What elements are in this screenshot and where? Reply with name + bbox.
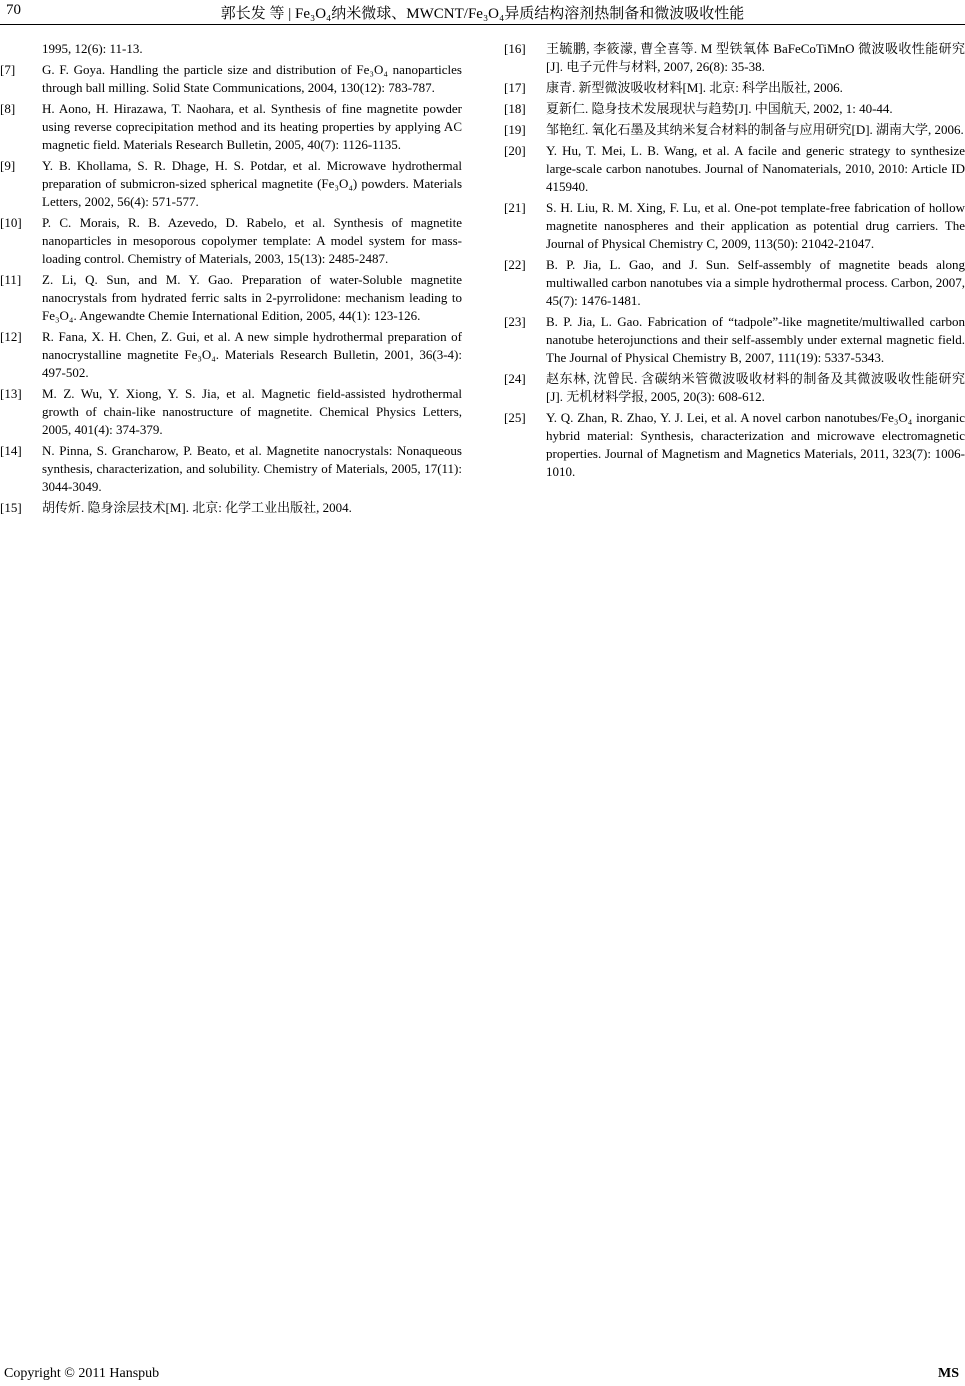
reference-item bbox=[0, 100, 462, 154]
right-column bbox=[504, 40, 965, 484]
footer-journal: MS bbox=[938, 1366, 959, 1381]
reference-text: B. P. Jia, L. Gao, and J. Sun. Self-assembly of magnetite beads along multiwalled carbon nanotubes via a simple hydrothermal process. Carbon, 2007, 45(7): 1476-1481. bbox=[546, 257, 965, 308]
reference-text: B. P. Jia, L. Gao. Fabrication of “tadpole”-like magnetite/multiwalled carbon nanotube heterojunctions and their self-assembly under external magnetic field. The Journal of Physical Chemistry B, 2007, 111(19): 5337-5343. bbox=[546, 314, 965, 365]
reference-number: [15] bbox=[0, 500, 22, 515]
reference-number: [19] bbox=[504, 122, 526, 137]
reference-item bbox=[504, 100, 965, 118]
reference-text: R. Fana, X. H. Chen, Z. Gui, et al. A new simple hydrothermal preparation of nanocrystalline magnetite Fe₃O₄. Materials Research Bulletin, 2001, 36(3-4): 497-502. bbox=[42, 329, 462, 380]
reference-item bbox=[0, 385, 462, 439]
reference-text: Y. B. Khollama, S. R. Dhage, H. S. Potdar, et al. Microwave hydrothermal preparation of submicron-sized spherical magnetite (Fe₃O₄) powders. Materials Letters, 2002, 56(4): 571-577. bbox=[42, 158, 462, 209]
reference-item bbox=[0, 499, 462, 517]
reference-item bbox=[504, 199, 965, 253]
reference-number: [10] bbox=[0, 215, 22, 230]
reference-text: Z. Li, Q. Sun, and M. Y. Gao. Preparation of water-Soluble magnetite nanocrystals from hydrated ferric salts in 2-pyrrolidone: mechanism leading to Fe₃O₄. Angewandte Chemie International Edition, 2005, 44(1): 123-126. bbox=[42, 272, 462, 323]
reference-number: [21] bbox=[504, 200, 526, 215]
reference-item bbox=[504, 313, 965, 367]
reference-number: [14] bbox=[0, 443, 22, 458]
reference-item bbox=[504, 121, 965, 139]
reference-item bbox=[504, 409, 965, 481]
reference-text: 夏新仁. 隐身技术发展现状与趋势[J]. 中国航天, 2002, 1: 40-44. bbox=[546, 101, 893, 116]
reference-number: [23] bbox=[504, 314, 526, 329]
reference-number: [16] bbox=[504, 41, 526, 56]
reference-number: [18] bbox=[504, 101, 526, 116]
reference-text: N. Pinna, S. Grancharow, P. Beato, et al. Magnetite nanocrystals: Nonaqueous synthesis, characterization, and solubility. Chemistry of Materials, 2005, 17(11): 3044-3049. bbox=[42, 443, 462, 494]
running-header: 郭长发 等 | Fe₃O₄纳米微球、MWCNT/Fe₃O₄异质结构溶剂热制备和微波吸收性能 bbox=[220, 6, 745, 22]
reference-number: [8] bbox=[0, 101, 16, 116]
left-column bbox=[0, 40, 462, 520]
reference-number: [22] bbox=[504, 257, 526, 272]
reference-text: Y. Hu, T. Mei, L. B. Wang, et al. A facile and generic strategy to synthesize large-scale carbon nanotubes. Journal of Nanomaterials, 2010, 2010: Article ID 415940. bbox=[546, 143, 965, 194]
reference-item bbox=[504, 370, 965, 406]
footer-copyright: Copyright © 2011 Hanspub bbox=[4, 1366, 160, 1381]
reference-text: 赵东林, 沈曾民. 含碳纳米管微波吸收材料的制备及其微波吸收性能研究[J]. 无机材料学报, 2005, 20(3): 608-612. bbox=[546, 371, 965, 404]
reference-text: Y. Q. Zhan, R. Zhao, Y. J. Lei, et al. A novel carbon nanotubes/Fe₃O₄ inorganic hybrid material: Synthesis, characterization and microwave electromagnetic properties. Journal of Magnetism and Magnetics Materials, 2011, 323(7): 1006-1010. bbox=[546, 410, 965, 479]
reference-item bbox=[0, 328, 462, 382]
page-number: 70 bbox=[6, 2, 21, 18]
reference-number: [9] bbox=[0, 158, 16, 173]
reference-item bbox=[0, 61, 462, 97]
reference-text: S. H. Liu, R. M. Xing, F. Lu, et al. One-pot template-free fabrication of hollow magnetite nanospheres and their application as potential drug carriers. The Journal of Physical Chemistry C, 2009, 113(50): 21042-21047. bbox=[546, 200, 965, 251]
reference-number: [12] bbox=[0, 329, 22, 344]
reference-item bbox=[504, 40, 965, 76]
reference-text: P. C. Morais, R. B. Azevedo, D. Rabelo, et al. Synthesis of magnetite nanoparticles in mesoporous copolymer template: A model system for mass-loading control. Chemistry of Materials, 2003, 15(13): 2485-2487. bbox=[42, 215, 462, 266]
reference-item bbox=[504, 142, 965, 196]
reference-text: 1995, 12(6): 11-13. bbox=[42, 41, 143, 56]
reference-item bbox=[504, 79, 965, 97]
reference-number: [17] bbox=[504, 80, 526, 95]
reference-number: [20] bbox=[504, 143, 526, 158]
reference-number: [24] bbox=[504, 371, 526, 386]
reference-text: M. Z. Wu, Y. Xiong, Y. S. Jia, et al. Magnetic field-assisted hydrothermal growth of chain-like nanostructure of magnetite. Chemical Physics Letters, 2005, 401(4): 374-379. bbox=[42, 386, 462, 437]
reference-text: H. Aono, H. Hirazawa, T. Naohara, et al. Synthesis of fine magnetite powder using reverse coprecipitation method and its heating properties by applying AC magnetic field. Materials Research Bulletin, 2005, 40(7): 1126-1135. bbox=[42, 101, 462, 152]
reference-text: 王毓鹏, 李筱濛, 曹全喜等. M 型铁氧体 BaFeCoTiMnO 微波吸收性能研究[J]. 电子元件与材料, 2007, 26(8): 35-38. bbox=[546, 41, 965, 74]
reference-item bbox=[0, 214, 462, 268]
reference-continuation bbox=[0, 40, 462, 58]
reference-item bbox=[0, 271, 462, 325]
reference-number: [11] bbox=[0, 272, 22, 287]
reference-number: [25] bbox=[504, 410, 526, 425]
reference-text: G. F. Goya. Handling the particle size and distribution of Fe₃O₄ nanoparticles through ball milling. Solid State Communications, 2004, 130(12): 783-787. bbox=[42, 62, 462, 95]
reference-number: [7] bbox=[0, 62, 16, 77]
reference-text: 胡传炘. 隐身涂层技术[M]. 北京: 化学工业出版社, 2004. bbox=[42, 500, 352, 515]
reference-text: 康青. 新型微波吸收材料[M]. 北京: 科学出版社, 2006. bbox=[546, 80, 843, 95]
header-rule bbox=[0, 24, 965, 25]
reference-item bbox=[0, 157, 462, 211]
reference-number: [13] bbox=[0, 386, 22, 401]
reference-text: 邹艳红. 氧化石墨及其纳米复合材料的制备与应用研究[D]. 湖南大学, 2006. bbox=[546, 122, 964, 137]
reference-item bbox=[504, 256, 965, 310]
reference-item bbox=[0, 442, 462, 496]
